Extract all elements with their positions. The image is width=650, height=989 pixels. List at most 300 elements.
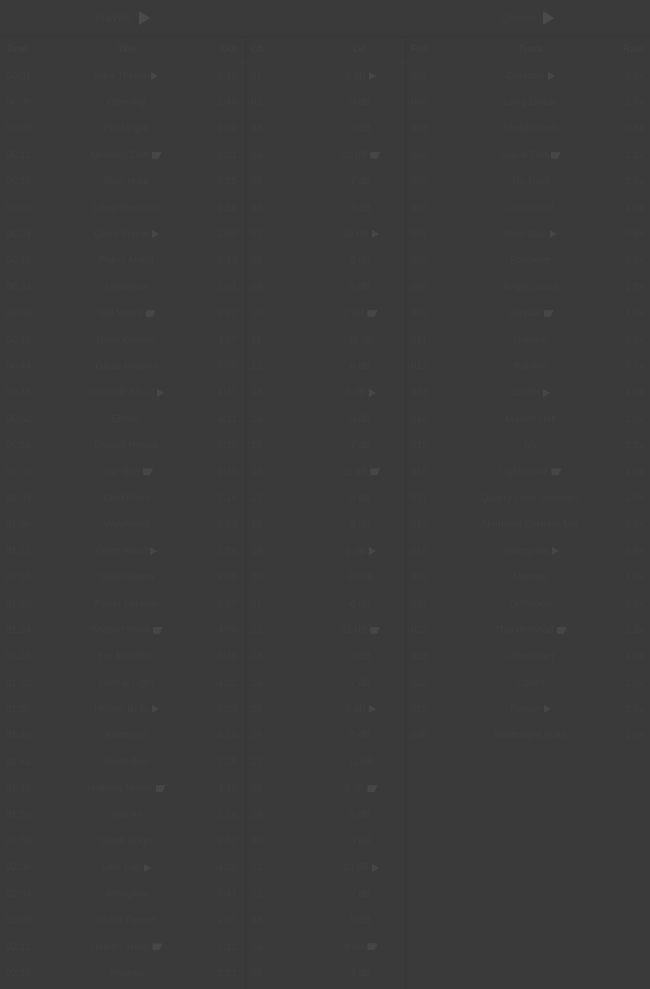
row-channel: 19 bbox=[251, 545, 263, 557]
row-time: 00:52 bbox=[6, 413, 32, 425]
row-play-icon[interactable] bbox=[369, 705, 376, 713]
row-track: Overture bbox=[473, 71, 588, 82]
row-duration: 2:48 bbox=[217, 97, 237, 109]
row-level: -9 dB bbox=[313, 704, 405, 715]
row-play-icon[interactable] bbox=[369, 72, 376, 80]
table-row[interactable] bbox=[245, 485, 405, 511]
row-level: -9 dB bbox=[313, 942, 405, 953]
table-row[interactable] bbox=[245, 116, 405, 142]
row-channel: 05 bbox=[251, 176, 263, 188]
row-flag-icon[interactable] bbox=[152, 943, 162, 950]
row-title: Afterglow bbox=[105, 888, 148, 900]
row-channel: 06 bbox=[251, 202, 263, 214]
row-flag-icon[interactable] bbox=[143, 468, 153, 475]
table-row[interactable] bbox=[245, 459, 405, 485]
table-row[interactable] bbox=[0, 116, 245, 142]
row-duration: 4:11 bbox=[218, 413, 237, 425]
row-duration: 3:35 bbox=[217, 756, 237, 768]
right-row-container bbox=[405, 63, 650, 749]
table-row[interactable] bbox=[245, 881, 405, 907]
row-rate: 1.0x bbox=[625, 704, 644, 716]
row-level: -10 dB bbox=[313, 229, 405, 240]
table-row[interactable] bbox=[0, 169, 245, 195]
table-row[interactable] bbox=[0, 855, 245, 881]
table-row[interactable] bbox=[0, 670, 245, 696]
table-row[interactable] bbox=[245, 564, 405, 590]
table-row[interactable] bbox=[0, 512, 245, 538]
row-position: 013 bbox=[411, 387, 428, 399]
table-row[interactable] bbox=[405, 63, 650, 89]
row-time: 00:40 bbox=[6, 334, 32, 346]
table-row[interactable] bbox=[0, 248, 245, 274]
row-channel: 22 bbox=[251, 624, 263, 636]
table-row[interactable] bbox=[245, 274, 405, 300]
right-panel-title: Queue bbox=[501, 12, 537, 24]
row-time: 00:24 bbox=[6, 229, 32, 241]
table-row[interactable] bbox=[245, 934, 405, 960]
row-flag-icon[interactable] bbox=[557, 627, 567, 634]
row-level: -10 dB bbox=[313, 862, 405, 873]
table-row[interactable] bbox=[245, 644, 405, 670]
row-level: -6 dB bbox=[347, 360, 371, 372]
table-row[interactable] bbox=[245, 195, 405, 221]
row-track: Northern Corridor Mix bbox=[482, 519, 579, 531]
row-flag-icon[interactable] bbox=[551, 152, 561, 159]
row-flag-icon[interactable] bbox=[370, 468, 380, 475]
table-row[interactable] bbox=[0, 960, 245, 986]
row-level: -4 dB bbox=[313, 387, 405, 398]
row-rate: 1.0x bbox=[625, 651, 644, 663]
table-row[interactable] bbox=[0, 327, 245, 353]
table-row[interactable] bbox=[245, 855, 405, 881]
row-channel: 07 bbox=[251, 229, 263, 241]
row-title: Morning Drift bbox=[68, 150, 185, 161]
row-flag-icon[interactable] bbox=[146, 310, 156, 317]
row-position: 014 bbox=[411, 413, 428, 425]
row-flag-icon[interactable] bbox=[370, 152, 380, 159]
middle-row-container bbox=[245, 63, 405, 987]
table-row[interactable] bbox=[0, 406, 245, 432]
table-row[interactable] bbox=[0, 617, 245, 643]
row-duration: 4:22 bbox=[217, 677, 237, 689]
table-row[interactable] bbox=[405, 696, 650, 722]
table-row[interactable] bbox=[0, 538, 245, 564]
row-title: Open Road bbox=[68, 546, 185, 557]
row-channel: 03 bbox=[251, 123, 263, 135]
row-level: -9 dB bbox=[347, 97, 371, 109]
row-level: -8 dB bbox=[347, 809, 371, 821]
table-row[interactable] bbox=[245, 512, 405, 538]
row-level: -9 dB bbox=[347, 413, 371, 425]
row-channel: 10 bbox=[251, 308, 263, 320]
middle-panel[interactable] bbox=[245, 36, 405, 989]
row-channel: 18 bbox=[251, 519, 263, 531]
table-row[interactable] bbox=[245, 327, 405, 353]
row-track: Sundial bbox=[473, 308, 588, 319]
table-row[interactable] bbox=[405, 169, 650, 195]
row-channel: 09 bbox=[251, 281, 263, 293]
row-track: Nightjar bbox=[513, 334, 548, 346]
row-rate: 1.0x bbox=[625, 677, 644, 689]
table-row[interactable] bbox=[405, 353, 650, 379]
row-time: 02:00 bbox=[6, 862, 32, 874]
row-duration: 1:47 bbox=[217, 387, 237, 399]
row-title: Reprise bbox=[109, 967, 144, 979]
table-row[interactable] bbox=[0, 749, 245, 775]
table-row[interactable] bbox=[0, 89, 245, 115]
row-title: Opening bbox=[107, 97, 146, 109]
row-position: 006 bbox=[411, 202, 428, 214]
row-position: 005 bbox=[411, 176, 428, 188]
row-time: 01:40 bbox=[6, 730, 32, 742]
table-row[interactable] bbox=[245, 432, 405, 458]
row-channel: 25 bbox=[251, 704, 263, 716]
table-row[interactable] bbox=[405, 89, 650, 115]
left-column-headers bbox=[0, 36, 245, 63]
table-row[interactable] bbox=[405, 195, 650, 221]
left-row-container bbox=[0, 63, 245, 987]
table-row[interactable] bbox=[245, 723, 405, 749]
row-rate: 1.0x bbox=[625, 387, 644, 399]
row-time: 00:16 bbox=[6, 176, 32, 188]
table-row[interactable] bbox=[405, 617, 650, 643]
table-row[interactable] bbox=[245, 670, 405, 696]
table-row[interactable] bbox=[245, 142, 405, 168]
row-play-icon[interactable] bbox=[369, 547, 376, 555]
row-channel: 30 bbox=[251, 836, 263, 848]
row-time: 01:28 bbox=[6, 651, 32, 663]
row-title: Paper Moon bbox=[99, 255, 154, 267]
row-duration: 4:14 bbox=[217, 730, 237, 742]
row-flag-icon[interactable] bbox=[367, 943, 377, 950]
row-position: 022 bbox=[411, 624, 428, 636]
table-row[interactable] bbox=[0, 802, 245, 828]
table-row[interactable] bbox=[0, 776, 245, 802]
row-flag-icon[interactable] bbox=[152, 152, 162, 159]
row-track: Rainfall bbox=[513, 360, 548, 372]
row-play-icon[interactable] bbox=[550, 230, 557, 238]
row-rate: 1.0x bbox=[625, 255, 644, 267]
table-row[interactable] bbox=[0, 63, 245, 89]
row-time: 01:48 bbox=[6, 783, 32, 795]
table-row[interactable] bbox=[405, 406, 650, 432]
row-rate: 1.3x bbox=[625, 624, 644, 636]
row-play-icon[interactable] bbox=[548, 72, 555, 80]
table-row[interactable] bbox=[245, 63, 405, 89]
row-play-icon[interactable] bbox=[543, 389, 550, 397]
table-row[interactable] bbox=[245, 908, 405, 934]
table-row[interactable] bbox=[245, 301, 405, 327]
row-title: Quiet Signal bbox=[68, 229, 185, 240]
row-duration: 3:27 bbox=[217, 598, 237, 610]
row-track: Cobalt bbox=[516, 677, 545, 689]
row-title: Slow Return bbox=[99, 572, 154, 584]
row-level: -5 dB bbox=[347, 730, 371, 742]
row-play-icon[interactable] bbox=[152, 230, 159, 238]
row-track: Bright Coast bbox=[502, 281, 559, 293]
row-duration: 3:41 bbox=[217, 888, 237, 900]
table-row[interactable] bbox=[405, 301, 650, 327]
row-channel: 14 bbox=[251, 413, 263, 425]
table-row[interactable] bbox=[0, 908, 245, 934]
table-row[interactable] bbox=[245, 406, 405, 432]
table-row[interactable] bbox=[405, 380, 650, 406]
row-time: 00:12 bbox=[6, 149, 32, 161]
middle-header-ch: Ch bbox=[251, 43, 264, 55]
right-panel[interactable] bbox=[405, 36, 650, 989]
row-time: 00:32 bbox=[6, 281, 32, 293]
row-track: Meadowlark bbox=[503, 123, 558, 135]
row-duration: 5:01 bbox=[217, 281, 237, 293]
row-title: Hollow Bells bbox=[68, 704, 185, 715]
row-rate: 1.0x bbox=[625, 97, 644, 109]
table-row[interactable] bbox=[0, 644, 245, 670]
table-row[interactable] bbox=[245, 353, 405, 379]
row-flag-icon[interactable] bbox=[370, 627, 380, 634]
table-row[interactable] bbox=[0, 380, 245, 406]
left-panel[interactable] bbox=[0, 36, 245, 989]
row-channel: 33 bbox=[251, 915, 263, 927]
row-flag-icon[interactable] bbox=[551, 468, 561, 475]
row-track: Winterlight Suite bbox=[494, 730, 567, 742]
row-level: -5 dB bbox=[347, 492, 371, 504]
row-play-icon[interactable] bbox=[151, 72, 158, 80]
row-time: 00:28 bbox=[6, 255, 32, 267]
table-row[interactable] bbox=[0, 142, 245, 168]
row-level: -10 dB bbox=[344, 572, 374, 584]
table-row[interactable] bbox=[405, 538, 650, 564]
left-play-header bbox=[0, 0, 245, 36]
row-duration: 3:18 bbox=[217, 809, 237, 821]
row-duration: 3:12 bbox=[217, 70, 237, 82]
table-row[interactable] bbox=[405, 432, 650, 458]
table-row[interactable] bbox=[405, 723, 650, 749]
row-track: Lighthouse bbox=[473, 467, 588, 478]
table-row[interactable] bbox=[0, 696, 245, 722]
row-play-icon[interactable] bbox=[372, 230, 379, 238]
table-row[interactable] bbox=[0, 591, 245, 617]
row-duration: 3:49 bbox=[217, 651, 237, 663]
row-title: Second Wind bbox=[68, 625, 185, 636]
row-level: -6 dB bbox=[347, 598, 371, 610]
row-time: 01:56 bbox=[6, 836, 32, 848]
table-row[interactable] bbox=[245, 776, 405, 802]
row-play-icon[interactable] bbox=[369, 389, 376, 397]
table-row[interactable] bbox=[0, 301, 245, 327]
right-header-rate: Rate bbox=[622, 43, 644, 55]
row-position: 004 bbox=[411, 149, 428, 161]
row-duration: 4:06 bbox=[217, 624, 237, 636]
row-time: 01:24 bbox=[6, 624, 32, 636]
row-track: Clearwater bbox=[506, 651, 555, 663]
row-level: -12 dB bbox=[313, 150, 405, 161]
row-flag-icon[interactable] bbox=[367, 785, 377, 792]
row-title: Night Garden bbox=[96, 334, 157, 346]
row-channel: 04 bbox=[251, 149, 263, 161]
row-rate: 1.0x bbox=[625, 176, 644, 188]
row-position: 026 bbox=[411, 730, 428, 742]
right-column-headers bbox=[405, 36, 650, 63]
table-row[interactable] bbox=[245, 380, 405, 406]
row-channel: 26 bbox=[251, 730, 263, 742]
row-duration: 3:03 bbox=[217, 704, 237, 716]
row-flag-icon[interactable] bbox=[153, 627, 163, 634]
row-duration: 4:44 bbox=[217, 466, 237, 478]
table-row[interactable] bbox=[405, 274, 650, 300]
table-row[interactable] bbox=[0, 459, 245, 485]
play-triangle-icon-2[interactable] bbox=[543, 11, 554, 25]
row-play-icon[interactable] bbox=[152, 705, 159, 713]
row-rate: 1.1x bbox=[625, 440, 644, 452]
table-row[interactable] bbox=[245, 696, 405, 722]
row-position: 017 bbox=[411, 492, 428, 504]
row-track: Ivy bbox=[524, 440, 537, 452]
row-duration: 4:30 bbox=[217, 862, 237, 874]
row-track: Quarry Lane Sessions bbox=[481, 492, 580, 504]
table-row[interactable] bbox=[0, 195, 245, 221]
row-time: 02:04 bbox=[6, 888, 32, 900]
row-track: Foxglove bbox=[510, 255, 551, 267]
row-title: Interlude No. 2 bbox=[68, 387, 185, 398]
row-rate: 0.9x bbox=[625, 545, 644, 557]
row-channel: 11 bbox=[251, 334, 262, 346]
table-row[interactable] bbox=[405, 221, 650, 247]
row-title: Ember bbox=[111, 413, 142, 425]
table-row[interactable] bbox=[245, 538, 405, 564]
row-duration: 3:16 bbox=[217, 492, 237, 504]
row-duration: 4:48 bbox=[217, 783, 237, 795]
row-duration: 3:58 bbox=[217, 545, 237, 557]
row-channel: 13 bbox=[251, 387, 263, 399]
table-row[interactable] bbox=[245, 169, 405, 195]
row-duration: 2:37 bbox=[217, 915, 237, 927]
row-time: 00:56 bbox=[6, 440, 32, 452]
table-row[interactable] bbox=[405, 644, 650, 670]
row-flag-icon[interactable] bbox=[544, 310, 554, 317]
table-row[interactable] bbox=[405, 485, 650, 511]
table-row[interactable] bbox=[245, 221, 405, 247]
table-row[interactable] bbox=[0, 828, 245, 854]
row-flag-icon[interactable] bbox=[367, 310, 377, 317]
row-rate: 1.5x bbox=[625, 281, 644, 293]
row-position: 003 bbox=[411, 123, 428, 135]
row-channel: 08 bbox=[251, 255, 263, 267]
table-row[interactable] bbox=[405, 512, 650, 538]
middle-header-lvl: Lvl bbox=[352, 43, 366, 55]
row-play-icon[interactable] bbox=[150, 547, 157, 555]
table-row[interactable] bbox=[0, 934, 245, 960]
right-header-pos: Pos bbox=[411, 43, 429, 55]
left-header-dur: Dur bbox=[220, 43, 237, 55]
row-title: Hidden Track bbox=[68, 942, 185, 953]
table-row[interactable] bbox=[405, 327, 650, 353]
play-triangle-icon[interactable] bbox=[139, 11, 150, 25]
table-row[interactable] bbox=[405, 142, 650, 168]
row-time: 02:12 bbox=[6, 941, 32, 953]
row-level: -11 dB bbox=[344, 756, 374, 768]
table-row[interactable] bbox=[405, 459, 650, 485]
table-row[interactable] bbox=[245, 802, 405, 828]
left-panel-title: Playlist bbox=[94, 12, 134, 24]
row-position: 010 bbox=[411, 308, 428, 320]
row-title: Still Water bbox=[68, 308, 185, 319]
row-time: 00:48 bbox=[6, 387, 32, 399]
table-row[interactable] bbox=[405, 670, 650, 696]
row-channel: 20 bbox=[251, 572, 263, 584]
row-time: 01:52 bbox=[6, 809, 32, 821]
row-play-icon[interactable] bbox=[157, 389, 164, 397]
table-row[interactable] bbox=[0, 723, 245, 749]
row-play-icon[interactable] bbox=[544, 705, 551, 713]
table-row[interactable] bbox=[0, 881, 245, 907]
row-rate: 1.0x bbox=[625, 572, 644, 584]
row-title: Halfway Home bbox=[68, 783, 185, 794]
row-title: Cold Front bbox=[103, 492, 150, 504]
row-time: 01:04 bbox=[6, 492, 32, 504]
row-time: 01:32 bbox=[6, 677, 32, 689]
row-time: 00:36 bbox=[6, 308, 32, 320]
row-channel: 28 bbox=[251, 783, 263, 795]
table-row[interactable] bbox=[245, 960, 405, 986]
table-row[interactable] bbox=[405, 591, 650, 617]
row-position: 024 bbox=[411, 677, 428, 689]
row-position: 001 bbox=[411, 70, 428, 82]
row-title: Intro Theme bbox=[68, 71, 185, 82]
row-play-icon[interactable] bbox=[372, 864, 379, 872]
row-time: 00:08 bbox=[6, 123, 32, 135]
row-track: Silverpoint bbox=[473, 546, 588, 557]
row-level: -11 dB bbox=[344, 334, 374, 346]
table-row[interactable] bbox=[405, 116, 650, 142]
row-level: -2 dB bbox=[313, 308, 405, 319]
row-level: -3 dB bbox=[313, 546, 405, 557]
row-track: Ravine bbox=[473, 704, 588, 715]
row-track: Driftwood bbox=[509, 598, 552, 610]
row-duration: 3:31 bbox=[217, 149, 237, 161]
row-play-icon[interactable] bbox=[552, 547, 559, 555]
table-row[interactable] bbox=[245, 749, 405, 775]
table-row[interactable] bbox=[0, 274, 245, 300]
table-row[interactable] bbox=[0, 353, 245, 379]
row-time: 00:01 bbox=[6, 70, 32, 82]
table-row[interactable] bbox=[0, 564, 245, 590]
row-title: Night Bus bbox=[104, 756, 149, 768]
row-title: Distant Harbor bbox=[94, 440, 159, 452]
row-title: Anemone bbox=[105, 730, 148, 742]
row-channel: 34 bbox=[251, 941, 263, 953]
table-row[interactable] bbox=[0, 432, 245, 458]
row-duration: 3:38 bbox=[217, 440, 237, 452]
table-row[interactable] bbox=[245, 617, 405, 643]
row-channel: 23 bbox=[251, 651, 263, 663]
table-row[interactable] bbox=[245, 248, 405, 274]
table-row[interactable] bbox=[245, 828, 405, 854]
table-row[interactable] bbox=[0, 485, 245, 511]
table-row[interactable] bbox=[405, 248, 650, 274]
table-row[interactable] bbox=[245, 89, 405, 115]
row-level: -3 dB bbox=[347, 836, 371, 848]
row-position: 019 bbox=[411, 545, 428, 557]
table-row[interactable] bbox=[405, 564, 650, 590]
row-rate: 1.0x bbox=[625, 202, 644, 214]
row-level: -4 dB bbox=[347, 651, 371, 663]
table-row[interactable] bbox=[0, 221, 245, 247]
row-position: 011 bbox=[411, 334, 427, 346]
table-row[interactable] bbox=[245, 591, 405, 617]
row-rate: 1.0x bbox=[625, 492, 644, 504]
row-play-icon[interactable] bbox=[144, 864, 151, 872]
row-flag-icon[interactable] bbox=[156, 785, 166, 792]
